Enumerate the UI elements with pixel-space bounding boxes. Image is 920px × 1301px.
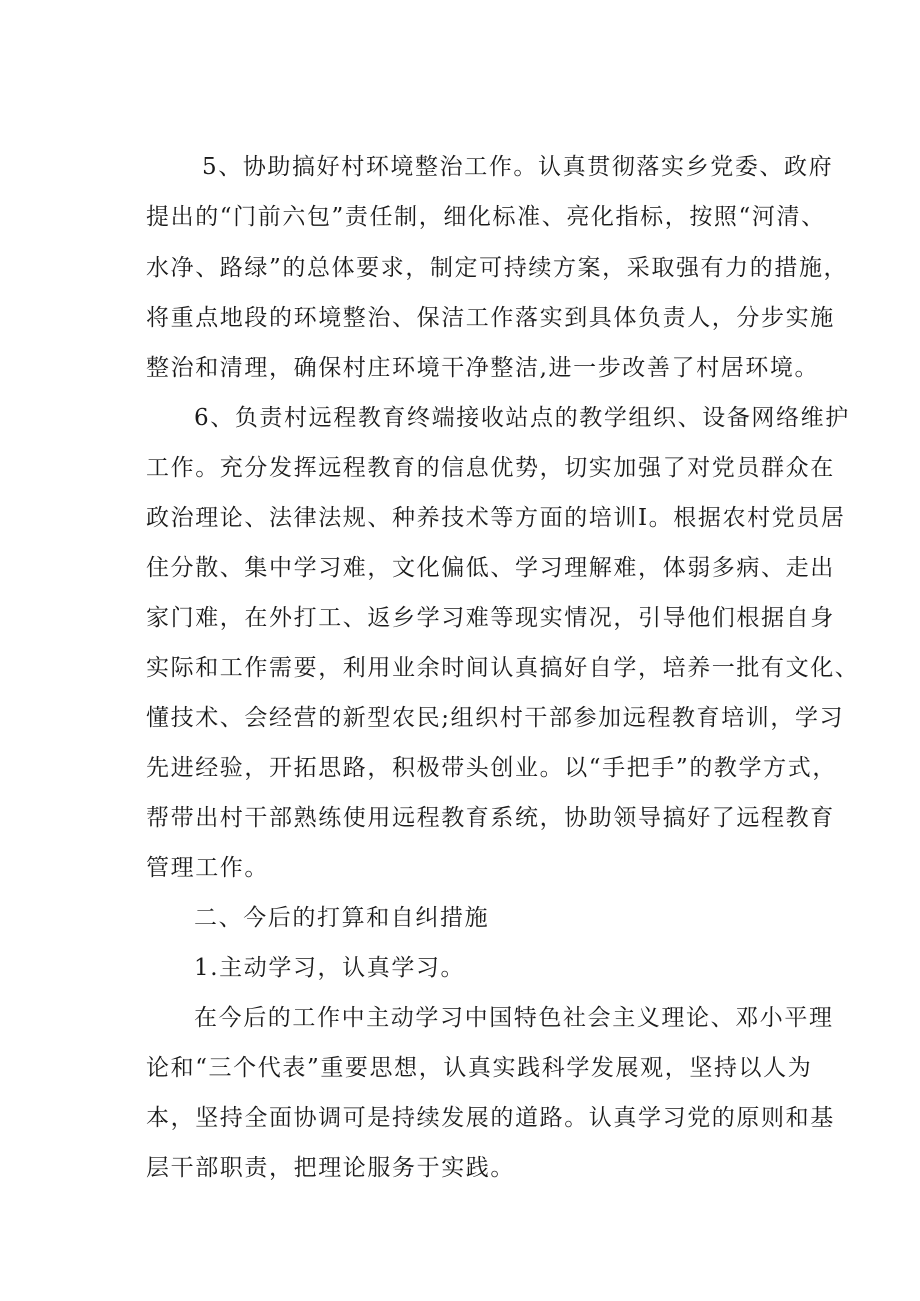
subsection-heading: 1.主动学习，认真学习。 — [194, 955, 466, 981]
text-line: 管理工作。 — [146, 855, 269, 881]
text-line: 先进经验，开拓思路，积极带头创业。以“手把手”的教学方式， — [146, 755, 837, 781]
text-line: 提出的“门前六包”责任制，细化标准、亮化指标，按照“河清、 — [146, 204, 826, 230]
text-line: 家门难，在外打工、返乡学习难等现实情况，引导他们根据自身 — [146, 605, 835, 631]
text-line: 工作。充分发挥远程教育的信息优势，切实加强了对党员群众在 — [146, 455, 835, 481]
text-line: 实际和工作需要，利用业余时间认真搞好自学，培养一批有文化、 — [146, 655, 860, 681]
text-line: 政治理论、法律法规、种养技术等方面的培训Ⅰ。根据农村党员居 — [146, 505, 846, 531]
text-line: 住分散、集中学习难，文化偏低、学习理解难，体弱多病、走出 — [146, 555, 835, 581]
text-line: 整治和清理，确保村庄环境干净整洁,进一步改善了村居环境。 — [146, 355, 820, 381]
text-line: 层干部职责，把理论服务于实践。 — [146, 1155, 515, 1181]
text-line: 懂技术、会经营的新型农民;组织村干部参加远程教育培训，学习 — [146, 705, 845, 731]
text-line: 本，坚持全面协调可是持续发展的道路。认真学习党的原则和基 — [146, 1105, 835, 1131]
text-line: 水净、路绿”的总体要求，制定可持续方案，采取强有力的措施， — [146, 255, 849, 281]
section-heading: 二、今后的打算和自纠措施 — [194, 905, 490, 931]
text-line: 帮带出村干部熟练使用远程教育系统，协助领导搞好了远程教育 — [146, 805, 835, 831]
text-line: 在今后的工作中主动学习中国特色社会主义理论、邓小平理 — [194, 1005, 834, 1031]
text-line: 将重点地段的环境整治、保洁工作落实到具体负责人，分步实施 — [146, 305, 835, 331]
text-line: 5、协助搞好村环境整治工作。认真贯彻落实乡党委、政府 — [202, 154, 834, 180]
text-line: 论和“三个代表”重要思想，认真实践科学发展观，坚持以人为 — [146, 1055, 813, 1081]
text-line: 6、负责村远程教育终端接收站点的教学组织、设备网络维护 — [194, 405, 850, 431]
